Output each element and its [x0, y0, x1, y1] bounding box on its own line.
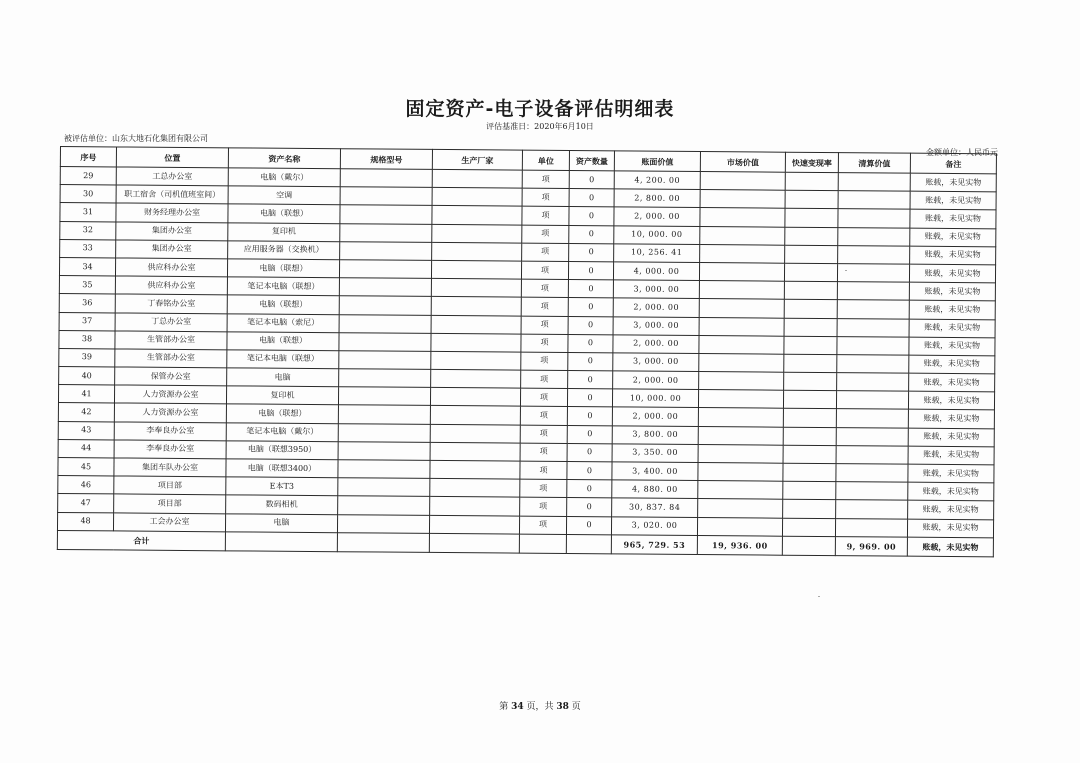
- cell-seq: 38: [59, 330, 115, 349]
- cell-manufacturer: [430, 479, 520, 498]
- header-book-value: 账面价值: [614, 151, 700, 172]
- cell-book-value: 3, 000. 00: [613, 280, 699, 299]
- cell-remarks: 账载，未见实物: [908, 501, 994, 520]
- cell-market-value: [700, 226, 785, 245]
- cell-location: 职工宿舍（司机值班室间）: [116, 185, 228, 204]
- cell-remarks: 账载，未见实物: [910, 173, 996, 192]
- cell-spec: [339, 314, 431, 333]
- cell-location: 李奉良办公室: [114, 440, 226, 459]
- cell-book-value: 4, 000. 00: [613, 262, 699, 281]
- cell-unit: 项: [519, 516, 566, 535]
- cell-seq: 40: [59, 367, 115, 386]
- cell-market-value: [699, 317, 784, 336]
- cell-asset-name: 电脑（联想3400）: [226, 459, 338, 478]
- cell-liquidation-value: [836, 482, 908, 501]
- cell-spec: [338, 496, 430, 515]
- total-book-value: 965, 729. 53: [611, 535, 697, 555]
- cell-seq: 43: [58, 421, 114, 440]
- cell-asset-name: 复印机: [226, 386, 338, 405]
- cell-unit: 项: [520, 407, 567, 426]
- cell-seq: 34: [59, 257, 115, 276]
- cell-liquidation-value: [836, 427, 908, 446]
- cell-liquidation-value: [836, 391, 908, 410]
- cell-liquidation-value: [837, 373, 909, 392]
- cell-liquidation-value: [837, 282, 909, 301]
- cell-manufacturer: [431, 333, 521, 352]
- evaluated-entity: 被评估单位：山东大地石化集团有限公司: [64, 134, 208, 143]
- cell-seq: 36: [59, 294, 115, 313]
- cell-spec: [339, 351, 431, 370]
- footer-suffix: 页: [571, 702, 581, 712]
- cell-location: 供应科办公室: [115, 258, 227, 277]
- cell-manufacturer: [430, 497, 520, 516]
- cell-market-value: [699, 372, 784, 391]
- cell-quantity: 0: [568, 316, 613, 335]
- cell-remarks: 账载，未见实物: [909, 355, 995, 374]
- cell-book-value: 3, 800. 00: [612, 425, 698, 444]
- cell-quantity: 0: [567, 389, 612, 408]
- cell-liquidation-value: [838, 173, 910, 192]
- cell-quantity: 0: [567, 498, 612, 517]
- cell-quantity: 0: [567, 461, 612, 480]
- cell-location: 项目部: [114, 476, 226, 495]
- cell-market-value: [698, 481, 783, 500]
- cell-liquidation-rate: [783, 481, 836, 500]
- cell-manufacturer: [432, 188, 522, 207]
- cell-liquidation-rate: [782, 518, 835, 537]
- scan-speck: [818, 596, 820, 597]
- cell-spec: [340, 205, 432, 224]
- cell-remarks: 账载，未见实物: [907, 519, 993, 538]
- cell-unit: 项: [521, 261, 568, 280]
- cell-remarks: 账载，未见实物: [909, 264, 995, 283]
- cell-manufacturer: [431, 351, 521, 370]
- cell-asset-name: 电脑（联想）: [228, 204, 340, 223]
- cell-spec: [340, 223, 432, 242]
- header-quantity: 资产数量: [569, 151, 614, 171]
- cell-liquidation-rate: [784, 263, 837, 282]
- cell-liquidation-rate: [784, 372, 837, 391]
- cell-liquidation-rate: [784, 336, 837, 355]
- cell-remarks: 账载，未见实物: [909, 300, 995, 319]
- cell-quantity: 0: [568, 261, 613, 280]
- cell-manufacturer: [432, 206, 522, 225]
- total-market-value: 19, 936. 00: [697, 535, 782, 555]
- cell-seq: 29: [60, 167, 116, 186]
- cell-manufacturer: [431, 297, 521, 316]
- cell-remarks: 账载，未见实物: [908, 391, 994, 410]
- cell-manufacturer: [432, 169, 522, 188]
- cell-remarks: 账载，未见实物: [909, 282, 995, 301]
- cell-quantity: 0: [569, 171, 614, 190]
- cell-spec: [339, 332, 431, 351]
- cell-seq: 30: [60, 185, 116, 204]
- cell-book-value: 2, 000. 00: [614, 207, 700, 226]
- cell-market-value: [699, 353, 784, 372]
- cell-manufacturer: [430, 442, 520, 461]
- cell-asset-name: 笔记本电脑（联想）: [227, 350, 339, 369]
- cell-asset-name: 笔记本电脑（戴尔）: [226, 422, 338, 441]
- cell-remarks: 账载，未见实物: [908, 410, 994, 429]
- cell-quantity: 0: [566, 516, 611, 535]
- cell-location: 丁春铭办公室: [115, 294, 227, 313]
- cell-liquidation-rate: [783, 445, 836, 464]
- asset-detail-table: [57, 146, 997, 557]
- cell-asset-name: 电脑（联想）: [227, 259, 339, 278]
- cell-unit: 项: [521, 370, 568, 389]
- cell-manufacturer: [430, 406, 520, 425]
- cell-liquidation-value: [837, 300, 909, 319]
- cell-spec: [338, 423, 430, 442]
- cell-location: 工总办公室: [116, 167, 228, 186]
- cell-market-value: [698, 463, 783, 482]
- cell-asset-name: 电脑（联想）: [227, 332, 339, 351]
- cell-asset-name: 电脑（联想）: [227, 295, 339, 314]
- cell-quantity: 0: [568, 298, 613, 317]
- cell-liquidation-rate: [783, 500, 836, 519]
- cell-book-value: 2, 000. 00: [613, 335, 699, 354]
- cell-manufacturer: [431, 279, 521, 298]
- cell-spec: [337, 532, 429, 552]
- page-footer: [0, 699, 1080, 712]
- cell-location: 项目部: [114, 494, 226, 513]
- cell-spec: [339, 260, 431, 279]
- cell-asset-name: 笔记本电脑（联想）: [227, 277, 339, 296]
- asset-table-wrapper: [57, 146, 996, 557]
- cell-location: 保管办公室: [115, 367, 227, 386]
- cell-remarks: 账载，未见实物: [908, 482, 994, 501]
- base-date: 评估基准日：2020年6月10日: [486, 122, 594, 131]
- cell-manufacturer: [432, 224, 522, 243]
- cell-seq: 37: [59, 312, 115, 331]
- cell-book-value: 2, 000. 00: [613, 371, 699, 390]
- cell-asset-name: 电脑（戴尔）: [228, 168, 340, 187]
- cell-spec: [337, 514, 429, 533]
- cell-market-value: [700, 190, 785, 209]
- total-label: 合计: [57, 530, 225, 550]
- cell-asset-name: [225, 532, 337, 552]
- cell-asset-name: 电脑: [227, 368, 339, 387]
- cell-manufacturer: [429, 533, 519, 553]
- cell-book-value: 10, 256. 41: [614, 244, 700, 263]
- cell-liquidation-value: [837, 264, 909, 283]
- cell-spec: [338, 405, 430, 424]
- total-liquidation-value: 9, 969. 00: [835, 536, 907, 556]
- cell-quantity: 0: [568, 371, 613, 390]
- cell-unit: 项: [520, 461, 567, 480]
- cell-manufacturer: [432, 242, 522, 261]
- cell-quantity: 0: [568, 334, 613, 353]
- cell-asset-name: 空调: [228, 186, 340, 205]
- cell-asset-name: 电脑（联想）: [226, 404, 338, 423]
- cell-unit: 项: [522, 188, 569, 207]
- cell-unit: 项: [521, 352, 568, 371]
- document-title: 固定资产-电子设备评估明细表: [405, 98, 675, 120]
- cell-quantity: 0: [569, 243, 614, 262]
- cell-liquidation-value: [838, 191, 910, 210]
- header-liquidation-value: 清算价值: [838, 153, 910, 174]
- cell-market-value: [700, 208, 785, 227]
- cell-unit: [519, 534, 566, 553]
- header-seq: 序号: [60, 147, 116, 167]
- cell-unit: 项: [521, 297, 568, 316]
- cell-book-value: 2, 800. 00: [614, 189, 700, 208]
- cell-unit: 项: [521, 279, 568, 298]
- cell-book-value: 3, 000. 00: [613, 316, 699, 335]
- cell-asset-name: 数码相机: [226, 495, 338, 514]
- cell-seq: 32: [60, 221, 116, 240]
- cell-spec: [339, 296, 431, 315]
- cell-book-value: 10, 000. 00: [612, 389, 698, 408]
- cell-remarks: 账载，未见实物: [910, 228, 996, 247]
- cell-location: 集团办公室: [116, 240, 228, 259]
- cell-liquidation-value: [837, 336, 909, 355]
- cell-quantity: 0: [567, 480, 612, 499]
- cell-spec: [339, 278, 431, 297]
- cell-liquidation-rate: [784, 281, 837, 300]
- cell-spec: [340, 169, 432, 188]
- cell-location: 李奉良办公室: [114, 422, 226, 441]
- cell-liquidation-value: [838, 245, 910, 264]
- cell-liquidation-value: [838, 227, 910, 246]
- cell-remarks: 账载，未见实物: [909, 337, 995, 356]
- cell-seq: 39: [59, 348, 115, 367]
- header-liquidation-rate: 快速变现率: [785, 152, 838, 172]
- cell-location: 丁总办公室: [115, 312, 227, 331]
- cell-liquidation-rate: [784, 318, 837, 337]
- cell-quantity: 0: [567, 443, 612, 462]
- cell-quantity: 0: [569, 189, 614, 208]
- current-page-number: 34: [511, 702, 524, 712]
- cell-location: 集团车队办公室: [114, 458, 226, 477]
- cell-remarks: 账载，未见实物: [909, 373, 995, 392]
- cell-location: 财务经理办公室: [116, 203, 228, 222]
- cell-liquidation-rate: [785, 227, 838, 246]
- cell-quantity: 0: [569, 207, 614, 226]
- cell-manufacturer: [431, 315, 521, 334]
- cell-market-value: [698, 426, 783, 445]
- cell-liquidation-rate: [783, 409, 836, 428]
- cell-quantity: 0: [568, 280, 613, 299]
- cell-liquidation-rate: [785, 245, 838, 264]
- cell-market-value: [697, 517, 782, 536]
- cell-location: 集团办公室: [116, 222, 228, 241]
- scan-speck: [845, 270, 847, 271]
- cell-seq: 46: [58, 476, 114, 495]
- cell-liquidation-rate: [785, 190, 838, 209]
- cell-manufacturer: [431, 369, 521, 388]
- cell-unit: 项: [520, 443, 567, 462]
- cell-unit: 项: [522, 207, 569, 226]
- cell-market-value: [698, 499, 783, 518]
- cell-liquidation-rate: [784, 300, 837, 319]
- cell-liquidation-value: [836, 445, 908, 464]
- cell-market-value: [699, 262, 784, 281]
- cell-unit: 项: [522, 243, 569, 262]
- cell-liquidation-value: [836, 500, 908, 519]
- cell-liquidation-value: [837, 318, 909, 337]
- cell-unit: 项: [520, 388, 567, 407]
- cell-liquidation-rate: [783, 427, 836, 446]
- cell-book-value: 3, 350. 00: [612, 444, 698, 463]
- cell-seq: 41: [58, 385, 114, 404]
- cell-location: 供应科办公室: [115, 276, 227, 295]
- cell-quantity: [566, 534, 611, 553]
- cell-book-value: 3, 400. 00: [612, 462, 698, 481]
- cell-asset-name: E本T3: [226, 477, 338, 496]
- cell-market-value: [698, 444, 783, 463]
- cell-book-value: 3, 020. 00: [611, 516, 697, 535]
- cell-spec: [340, 187, 432, 206]
- footer-prefix: 第: [499, 702, 509, 712]
- cell-seq: 48: [57, 512, 113, 531]
- header-market-value: 市场价值: [700, 152, 785, 173]
- cell-manufacturer: [430, 424, 520, 443]
- cell-seq: 44: [58, 439, 114, 458]
- cell-unit: 项: [522, 170, 569, 189]
- cell-seq: 42: [58, 403, 114, 422]
- cell-seq: 31: [60, 203, 116, 222]
- header-spec: 规格型号: [340, 149, 432, 170]
- cell-unit: 项: [521, 316, 568, 335]
- header-manufacturer: 生产厂家: [432, 149, 522, 170]
- cell-book-value: 4, 880. 00: [612, 480, 698, 499]
- cell-spec: [338, 478, 430, 497]
- footer-mid: 页，共: [526, 702, 554, 712]
- cell-manufacturer: [431, 260, 521, 279]
- cell-asset-name: 复印机: [228, 222, 340, 241]
- total-page-count: 38: [556, 702, 569, 712]
- cell-liquidation-value: [837, 354, 909, 373]
- cell-remarks: 账载，未见实物: [908, 446, 994, 465]
- cell-liquidation-rate: [784, 354, 837, 373]
- cell-asset-name: 电脑: [225, 513, 337, 532]
- cell-spec: [338, 387, 430, 406]
- header-asset-name: 资产名称: [228, 148, 340, 169]
- table-body: [57, 167, 996, 557]
- cell-unit: 项: [520, 497, 567, 516]
- cell-market-value: [699, 299, 784, 318]
- cell-market-value: [700, 172, 785, 191]
- cell-market-value: [698, 390, 783, 409]
- cell-liquidation-rate: [783, 463, 836, 482]
- cell-spec: [338, 460, 430, 479]
- cell-book-value: 3, 000. 00: [613, 353, 699, 372]
- cell-quantity: 0: [567, 407, 612, 426]
- currency-unit: 金额单位：人民币元: [926, 148, 998, 157]
- cell-unit: 项: [521, 334, 568, 353]
- cell-location: 人力资源办公室: [114, 385, 226, 404]
- cell-spec: [340, 241, 432, 260]
- cell-book-value: 30, 837. 84: [612, 498, 698, 517]
- cell-liquidation-rate: [783, 390, 836, 409]
- cell-quantity: 0: [569, 225, 614, 244]
- cell-unit: 项: [520, 425, 567, 444]
- cell-location: 人力资源办公室: [114, 403, 226, 422]
- cell-seq: 35: [59, 276, 115, 295]
- header-remarks: 备注: [910, 153, 996, 174]
- cell-spec: [338, 442, 430, 461]
- cell-remarks: 账载，未见实物: [910, 191, 996, 210]
- cell-unit: 项: [522, 225, 569, 244]
- cell-manufacturer: [430, 388, 520, 407]
- cell-market-value: [699, 281, 784, 300]
- cell-remarks: 账载，未见实物: [910, 210, 996, 229]
- cell-liquidation-value: [835, 518, 907, 537]
- cell-book-value: 10, 000. 00: [614, 225, 700, 244]
- total-remarks: 账载，未见实物: [907, 537, 993, 557]
- cell-location: 生管部办公室: [115, 349, 227, 368]
- cell-manufacturer: [429, 515, 519, 534]
- cell-spec: [339, 369, 431, 388]
- cell-book-value: 2, 000. 00: [613, 298, 699, 317]
- cell-liquidation-rate: [785, 172, 838, 191]
- cell-seq: 47: [58, 494, 114, 513]
- cell-liquidation-rate: [782, 536, 835, 555]
- cell-unit: 项: [520, 479, 567, 498]
- cell-remarks: 账载，未见实物: [909, 319, 995, 338]
- cell-market-value: [698, 408, 783, 427]
- cell-liquidation-value: [836, 464, 908, 483]
- cell-liquidation-rate: [785, 209, 838, 228]
- cell-location: 工会办公室: [113, 512, 225, 531]
- cell-asset-name: 笔记本电脑（索尼）: [227, 313, 339, 332]
- cell-location: 生管部办公室: [115, 331, 227, 350]
- cell-remarks: 账载，未见实物: [908, 464, 994, 483]
- cell-remarks: 账载，未见实物: [910, 246, 996, 265]
- cell-quantity: 0: [567, 425, 612, 444]
- cell-asset-name: 应用服务器（交换机）: [228, 241, 340, 260]
- cell-book-value: 2, 000. 00: [612, 407, 698, 426]
- cell-asset-name: 电脑（联想3950）: [226, 441, 338, 460]
- cell-liquidation-value: [836, 409, 908, 428]
- header-location: 位置: [116, 147, 228, 168]
- cell-market-value: [700, 244, 785, 263]
- cell-market-value: [699, 335, 784, 354]
- cell-book-value: 4, 200. 00: [614, 171, 700, 190]
- cell-liquidation-value: [838, 209, 910, 228]
- cell-seq: 45: [58, 457, 114, 476]
- cell-quantity: 0: [568, 352, 613, 371]
- header-unit: 单位: [522, 150, 569, 170]
- cell-seq: 33: [60, 239, 116, 258]
- cell-remarks: 账载，未见实物: [908, 428, 994, 447]
- cell-manufacturer: [430, 460, 520, 479]
